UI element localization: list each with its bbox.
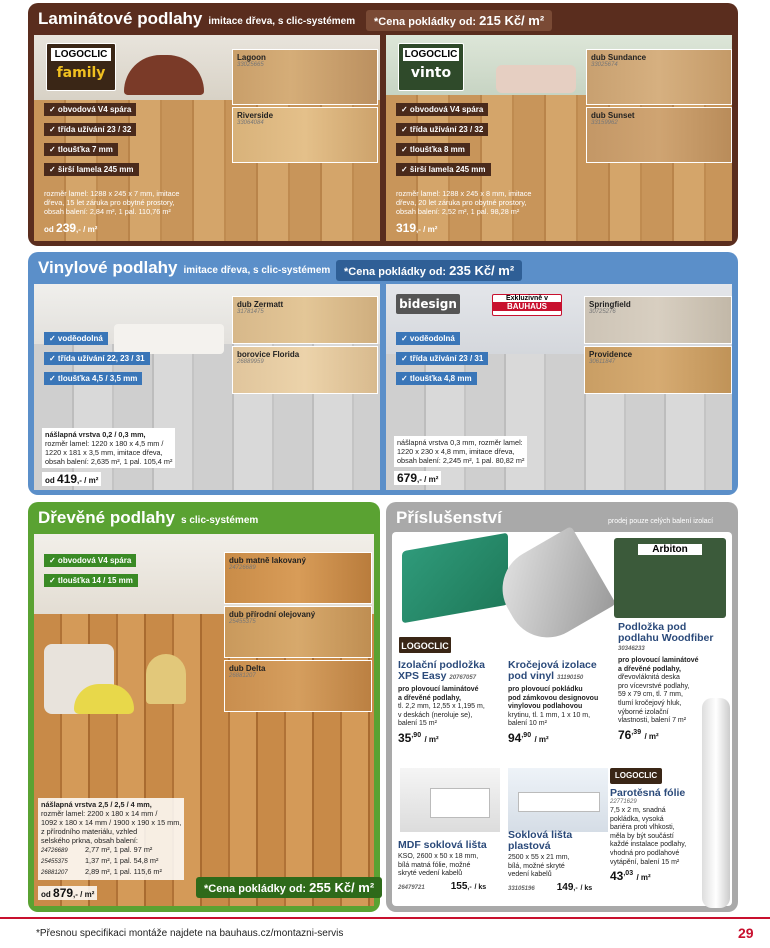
swatch-dub-sundance: dub Sundance 33025674 [586,49,732,105]
feature-label: ✓ voděodolná [44,332,108,345]
swatch-borovice-florida: borovice Florida 26889959 [232,346,378,394]
wood-install-badge: *Cena pokládky od: 255 Kč/ m² [196,877,382,898]
wood-price: od 879,- / m² [38,886,97,900]
plastic-skirting-image [508,768,608,832]
feature-label: ✓ obvodová V4 spára [44,103,136,116]
vinyl-heading: Vinylové podlahy imitace dřeva, s clic-systémem [38,258,331,277]
feature-label: ✓ voděodolná [396,332,460,345]
feature-label: ✓ třída užívání 23 / 32 [396,123,488,136]
logoclic-logo: LOGOCLIC [398,636,452,654]
wood-desc: nášlapná vrstva 2,5 / 2,5 / 4 mm, rozměr lamel: 2200 x 180 x 14 mm / 1092 x 180 x 14 mm / 1900 x 190 x 15 mm, z přírodního materiálu, vzhled selského prkna, obsah balení: 24726689 2,77 m², 1 pal. 97 m² 25455375 1,37 m², 1 pal. 54,8 m² 26881207 2,89 m², 1 pal. 115,6 m² [38,798,184,880]
feature-label: ✓ tloušťka 8 mm [396,143,470,156]
vinyl-right-desc: nášlapná vrstva 0,3 mm, rozměr lamel: 1220 x 230 x 4,8 mm, imitace dřeva, obsah balení: 2,245 m², 1 pal. 80,82 m² [394,436,527,467]
feature-label: ✓ širší lamela 245 mm [44,163,139,176]
product-vapor-foil: Parotěsná fólie 22771629 7,5 x 2 m, snadná pokládka, vysoká bariéra proti vlhkosti, měla by být součástí každé instalace podlahy, vhodná pro podlahové vytápění, balení 15 m² $43^{,03} / m^2$ [610,787,687,884]
swatch-dub-zermatt: dub Zermatt 31781475 [232,296,378,344]
swatch-dub-matne-lakovany: dub matně lakovaný 24726689 [224,552,372,604]
laminate-heading: Laminátové podlahy imitace dřeva, s clic-systémem [38,9,356,28]
feature-label: ✓ obvodová V4 spára [396,103,488,116]
arbiton-logo: Arbiton [638,544,702,555]
page-number: 29 [738,925,754,941]
vinyl-section [28,252,738,495]
laminate-left-price: od 239,- / m² [44,221,98,235]
mdf-skirting-image [400,768,500,832]
laminate-section [28,3,738,246]
feature-label: ✓ širší lamela 245 mm [396,163,491,176]
feature-label: ✓ třída užívání 23 / 31 [396,352,488,365]
laminate-right-desc: rozměr lamel: 1288 x 245 x 8 mm, imitace dřeva, 20 let záruka pro obytné prostory, obsah balení: 2,52 m², 1 pal. 98,28 m² [396,189,532,216]
wood-heading: Dřevěné podlahy s clic-systémem [38,508,259,527]
arbiton-board-image [614,538,726,618]
vinyl-right-price: 679,- / m² [394,471,441,485]
product-woodfiber: Podložka pod podlahu Woodfiber 30346233 pro plovoucí laminátové a dřevěné podlahy, dřevovláknitá deska pro vícevrstvé podlahy, 59 x 79 cm, tl. 7 mm, tlumí kročejový hluk, výborné izolační vlastnosti, balení 7 m² $76^{,39} / m^2$ [618,621,714,742]
swatch-dub-sunset: dub Sunset 33159962 [586,107,732,163]
swatch-dub-prirodni-olejovany: dub přírodní olejovaný 25455375 [224,606,372,658]
vinyl-left-price: od 419,- / m² [42,472,101,486]
accessories-heading: Příslušenství [396,508,502,527]
feature-label: ✓ třída užívání 23 / 32 [44,123,136,136]
swatch-lagoon: Lagoon 33025665 [232,49,378,105]
product-xps-easy: Izolační podložka XPS Easy 20767057 pro plovoucí laminátové a dřevěné podlahy, tl. 2,2 mm, 12,55 x 1,195 m, v deskách (neroluje se), balení 15 m² $35^{,90} / m^2$ [398,659,485,745]
product-mdf-skirting: MDF soklová lišta KSO, 2600 x 50 x 18 mm, bílá matná fólie, možné skryté vedení kabelů 26479721 155,- / ks [398,839,487,892]
logoclic-logo-foil: LOGOCLIC [610,768,662,784]
feature-label: ✓ tloušťka 7 mm [44,143,118,156]
wood-section [28,502,380,912]
accessories-note: prodej pouze celých balení izolací [608,518,714,525]
swatch-providence: Providence 30611847 [584,346,732,394]
swatch-springfield: Springfield 30725276 [584,296,732,344]
laminate-right-price: 319,- / m² [396,221,438,235]
bauhaus-exclusive-logo: Exkluzivně v BAUHAUS [492,294,562,316]
feature-label: ✓ třída užívání 22, 23 / 31 [44,352,150,365]
footer-divider [0,917,770,919]
vinyl-left-desc: nášlapná vrstva 0,2 / 0,3 mm, rozměr lamel: 1220 x 180 x 4,5 mm / 1220 x 181 x 3,5 mm, imitace dřeva, obsah balení: 2,635 m², 1 pal. 105,4 m² [42,428,175,468]
feature-label: ✓ tloušťka 4,8 mm [396,372,477,385]
feature-label: ✓ obvodová V4 spára [44,554,136,567]
accessories-section [386,502,738,912]
product-vinyl-underlay: Kročejová izolace pod vinyl 31190150 pro plovoucí pokládku pod zámkovou designovou vinylovou podlahovou krytinu, tl. 1 mm, 1 x 10 m, balení 10 m² $94^{,90} / m^2$ [508,659,599,745]
swatch-riverside: Riverside 33064084 [232,107,378,163]
feature-label: ✓ tloušťka 14 / 15 mm [44,574,138,587]
swatch-dub-delta: dub Delta 26881207 [224,660,372,712]
logoclic-vinto-logo: LOGOCLIC vinto [398,43,464,91]
footer-note: *Přesnou specifikaci montáže najdete na bauhaus.cz/montazni-servis [36,928,344,939]
feature-label: ✓ tloušťka 4,5 / 3,5 mm [44,372,142,385]
logoclic-family-logo: LOGOCLIC family [46,43,116,91]
vinyl-install-badge: *Cena pokládky od: 235 Kč/ m² [336,260,522,281]
vapor-foil-roll-image [702,698,730,908]
bidesign-logo: bidesign [396,294,460,314]
product-plastic-skirting: Soklová lišta plastová 2500 x 55 x 21 mm, bílá, možné skryté vedení kabelů 33105196 149,- / ks [508,829,593,893]
laminate-left-desc: rozměr lamel: 1288 x 245 x 7 mm, imitace dřeva, 15 let záruka pro obytné prostory, obsah balení: 2,84 m², 1 pal. 110,76 m² [44,189,180,216]
laminate-install-badge: *Cena pokládky od: 215 Kč/ m² [366,10,552,31]
